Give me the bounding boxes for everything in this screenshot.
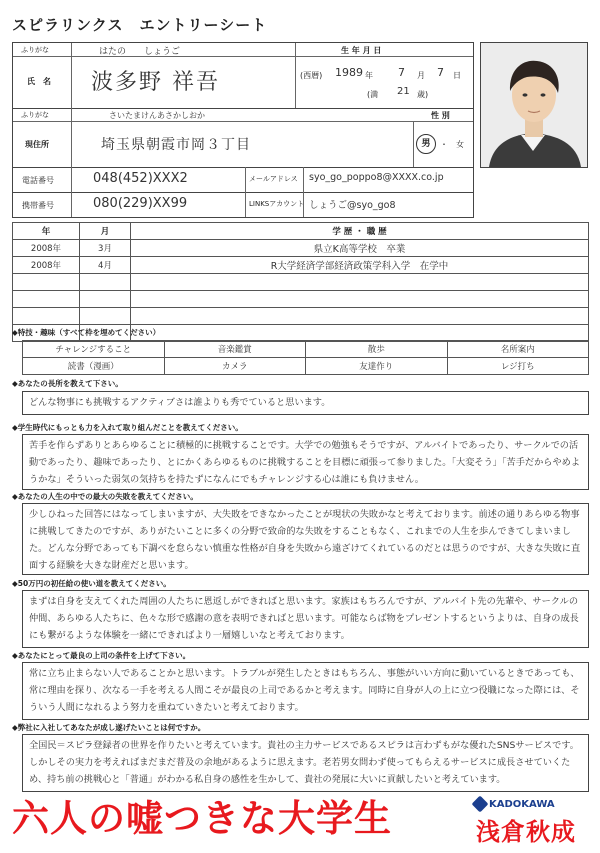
gender-separator: ・ <box>440 140 448 149</box>
mobile-label: 携帯番号 <box>22 201 54 210</box>
history-month: 3月 <box>80 240 131 257</box>
gender-male: 男 <box>421 139 431 149</box>
age-open: (満 <box>367 90 379 99</box>
history-header-month: 月 <box>80 223 131 240</box>
q5-title: ◆あなたにとって最良の上司の条件を上げて下さい。 <box>12 651 191 660</box>
address-label: 現住所 <box>25 140 49 149</box>
history-content <box>131 274 589 291</box>
birth-label: 生 年 月 日 <box>341 46 382 55</box>
name-label: 氏 名 <box>27 77 51 86</box>
skill-item: チャレンジすること <box>23 341 165 358</box>
skill-item: 読書（漫画） <box>23 358 165 375</box>
q4-answer-box: まずは自身を支えてくれた周囲の人たちに恩返しができればと思います。家族はもちろんですが、アルバイト先の先輩や、サークルの仲間、あらゆる人たちに、色々な形で感謝の意を表明できればと思います。可能ならば物をプレゼントするというよりは、自身の成長にも繋がるような体験を一緒にできればより一層嬉しいなと考えております。 <box>22 590 589 648</box>
history-year: 2008年 <box>13 257 80 274</box>
birth-year: 1989 <box>335 66 363 79</box>
history-year <box>13 291 80 308</box>
skills-table <box>22 340 589 375</box>
birth-month: 7 <box>398 66 405 79</box>
address-value: 埼玉県朝霞市岡３丁目 <box>101 137 251 153</box>
q4-title: ◆50万円の初任給の使い道を教えてください。 <box>12 579 171 588</box>
history-content <box>131 308 589 325</box>
history-content <box>131 325 589 342</box>
q2-answer-box: 苦手を作らずありとあらゆることに積極的に挑戦することです。大学での勉強もそうですが、アルバイトであったり、サークルでの活動であったり、趣味であったり、とにかくあらゆるものに挑戦することを目標に頑張って参りました。「大変そう」「苦手だからやめようかな」そういった弱気の気持ちを持たずになんにでもチャレンジする心は誰にも負けません。 <box>22 434 589 490</box>
links-label: LINKSアカウント <box>249 200 305 208</box>
skill-item: 名所案内 <box>447 341 589 358</box>
skills-title: ◆特技・趣味（すべて枠を埋めてください） <box>12 328 161 337</box>
skill-item: 友達作り <box>306 358 448 375</box>
history-header-content: 学 歴 ・ 職 歴 <box>131 223 589 240</box>
history-table <box>12 222 589 342</box>
history-month <box>80 274 131 291</box>
skill-item: レジ打ち <box>447 358 589 375</box>
history-month: 4月 <box>80 257 131 274</box>
email-label: メールアドレス <box>249 175 298 183</box>
furigana-name: はたの しょうご <box>99 47 181 57</box>
history-month <box>80 291 131 308</box>
age-value: 21 <box>397 86 410 97</box>
book-title: 六人の嘘つきな大学生 <box>12 797 392 840</box>
history-year <box>13 274 80 291</box>
history-content: R大学経済学部経済政策学科入学 在学中 <box>131 257 589 274</box>
kadokawa-mark-icon <box>472 796 489 813</box>
month-unit: 月 <box>417 71 425 80</box>
history-content <box>131 291 589 308</box>
q6-answer-box: 全国民＝スピラ登録者の世界を作りたいと考えています。貴社の主力サービスであるスピラは言わずもがな優れたSNSサービスです。しかしその実力を考えればまだまだ普及の余地があるように思えます。老若男女問わず使ってもらえるサービスに成長させていくため、持ち前の挑戦心と「普通」がわかる私自身の感性を生かして、貴社の発展に大いに貢献したいと考えています。 <box>22 734 589 792</box>
skill-item: 音楽鑑賞 <box>164 341 306 358</box>
gender-label: 性 別 <box>431 111 450 120</box>
name-value: 波多野 祥吾 <box>91 70 220 95</box>
day-unit: 日 <box>453 71 461 80</box>
birth-day: 7 <box>437 66 444 79</box>
furigana-address: さいたまけんあさかしおか <box>109 111 205 120</box>
publisher-logo <box>474 798 555 810</box>
author-name: 浅倉秋成 <box>476 818 576 846</box>
history-row <box>13 257 589 274</box>
mobile-value: 080(229)XX99 <box>93 196 188 211</box>
skill-item: カメラ <box>164 358 306 375</box>
history-month <box>80 308 131 325</box>
history-row <box>13 308 589 325</box>
q2-title: ◆学生時代にもっとも力を入れて取り組んだことを教えてください。 <box>12 423 243 432</box>
form-header-block <box>12 42 474 218</box>
q3-answer-box: 少しひねった回答にはなってしまいますが、大失敗をできなかったことが現状の失敗かなと考えております。前述の通りあらゆる物事に挑戦してきたのですが、ありがたいことに多くの分野で致命的な失敗をすることもなく、これまでの人生を歩んできてしまいました。どんな分野であっても下調べを怠らない慎重な性格が自身を失敗から遠ざけてくれているのだとは思うのですが、大きな失敗に直面する経験を大きな財産だと思います。 <box>22 503 589 575</box>
q1-answer-box: どんな物事にも挑戦するアクティブさは誰よりも秀でていると思います。 <box>22 391 589 415</box>
year-unit: 年 <box>365 71 373 80</box>
history-header-year: 年 <box>13 223 80 240</box>
q6-title: ◆弊社に入社してあなたが成し遂げたいことは何ですか。 <box>12 723 206 732</box>
skills-row <box>23 341 589 358</box>
skills-row <box>23 358 589 375</box>
history-row <box>13 240 589 257</box>
history-row <box>13 274 589 291</box>
email-value: syo_go_poppo8@XXXX.co.jp <box>309 172 444 183</box>
skill-item: 散歩 <box>306 341 448 358</box>
gender-female: 女 <box>456 140 464 149</box>
age-close: 歳) <box>417 90 429 99</box>
applicant-photo <box>480 42 588 168</box>
furigana-label-2: ふりがな <box>21 111 49 119</box>
q1-title: ◆あなたの長所を教えて下さい。 <box>12 379 123 388</box>
phone-label: 電話番号 <box>22 176 54 185</box>
history-row <box>13 291 589 308</box>
history-header-row <box>13 223 589 240</box>
phone-value: 048(452)XXX2 <box>93 171 188 186</box>
furigana-label: ふりがな <box>21 46 49 54</box>
q3-title: ◆あなたの人生の中での最大の失敗を教えてください。 <box>12 492 198 501</box>
history-year: 2008年 <box>13 240 80 257</box>
history-content: 県立K高等学校 卒業 <box>131 240 589 257</box>
history-year <box>13 308 80 325</box>
gender-male-circled <box>416 134 436 154</box>
sheet-title: スピラリンクス エントリーシート <box>12 16 268 34</box>
links-value: しょうご@syo_go8 <box>309 200 396 211</box>
era-label: (西暦) <box>300 71 323 80</box>
publisher-name: KADOKAWA <box>489 798 555 810</box>
q5-answer-box: 常に立ち止まらない人であることかと思います。トラブルが発生したときはもちろん、事態がいい方向に動いているときであっても、常に理由を探り、次なる一手を考える人間こそが最良の上司であるかと考えます。同時に自身が人の上に立つ役職になった際には、そういう人間になれるよう努力を重ねていきたいと考えております。 <box>22 662 589 720</box>
